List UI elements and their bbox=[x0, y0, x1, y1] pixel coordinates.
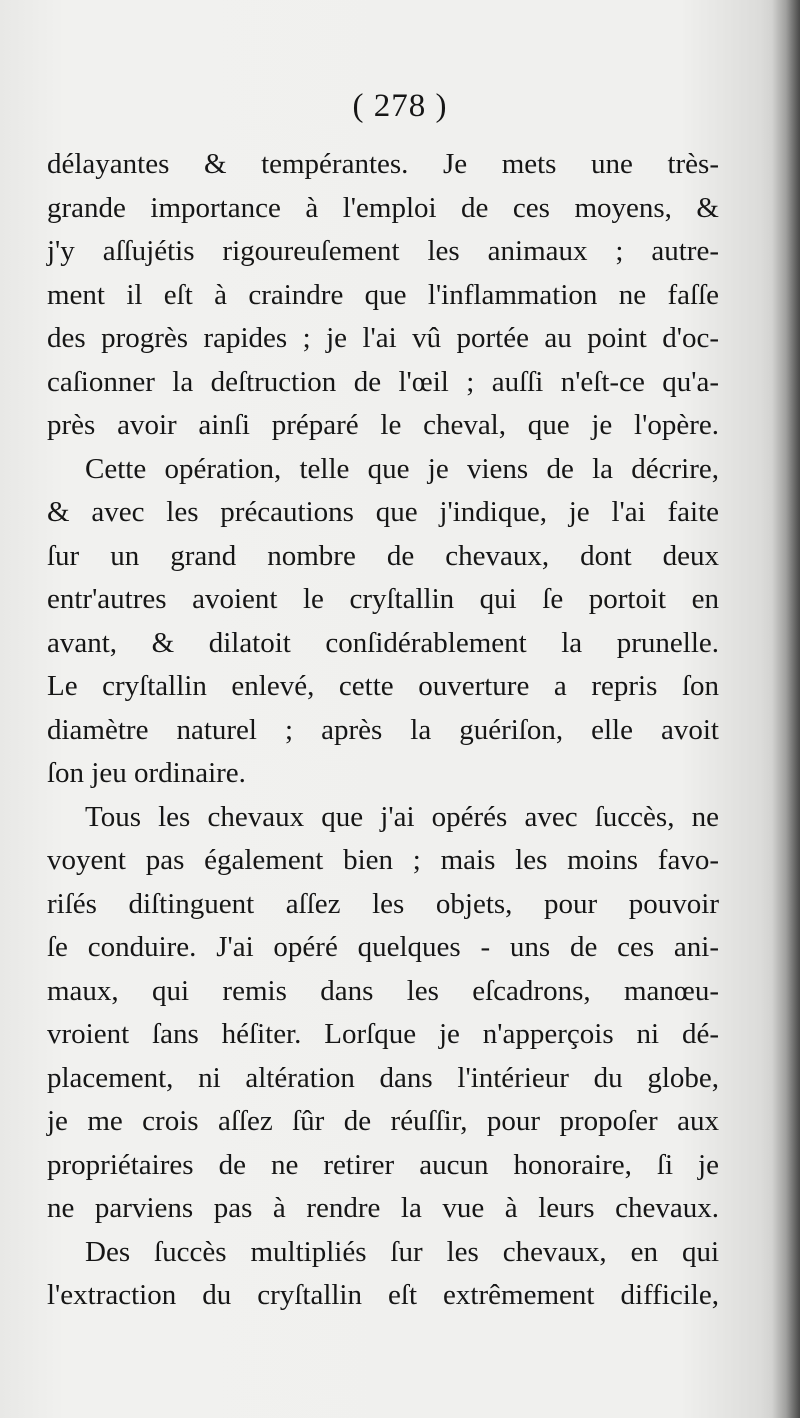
text-line: ſe conduire. J'ai opéré quelques - uns de ces ani- bbox=[47, 931, 719, 963]
text-line: ſur un grand nombre de chevaux, dont deux bbox=[47, 539, 719, 572]
text-line: riſés diſtinguent aſſez les objets, pour pouvoir bbox=[47, 887, 719, 920]
text-line: ment il eſt à craindre que l'inflammation ne faſſe bbox=[47, 278, 719, 311]
paragraph-start-line: Tous les chevaux que j'ai opérés avec ſuccès, ne bbox=[85, 800, 719, 833]
text-line: avant, & dilatoit conſidérablement la prunelle. bbox=[47, 626, 719, 659]
text-line: grande importance à l'emploi de ces moyens, & bbox=[47, 191, 719, 224]
text-line: diamètre naturel ; après la guériſon, elle avoit bbox=[47, 713, 719, 746]
text-line: près avoir ainſi préparé le cheval, que je l'opère. bbox=[47, 409, 719, 441]
text-line: placement, ni altération dans l'intérieur du globe, bbox=[47, 1061, 719, 1094]
page-spine-shadow bbox=[772, 0, 800, 1418]
paragraph-start-line: Cette opération, telle que je viens de la décrire, bbox=[85, 452, 719, 485]
text-line: Le cryſtallin enlevé, cette ouverture a repris ſon bbox=[47, 670, 719, 702]
text-line: maux, qui remis dans les eſcadrons, manœu- bbox=[47, 974, 719, 1007]
text-line: vroient ſans héſiter. Lorſque je n'apperçois ni dé- bbox=[47, 1018, 719, 1050]
text-line: je me crois aſſez ſûr de réuſſir, pour propoſer aux bbox=[47, 1105, 719, 1137]
page-number: ( 278 ) bbox=[352, 88, 448, 124]
text-line: des progrès rapides ; je l'ai vû portée au point d'oc- bbox=[47, 322, 719, 354]
text-line: voyent pas également bien ; mais les moins favo- bbox=[47, 844, 719, 876]
paragraph-end-line: ſon jeu ordinaire. bbox=[47, 757, 246, 789]
text-line: entr'autres avoient le cryſtallin qui ſe portoit en bbox=[47, 583, 719, 615]
text-line: délayantes & tempérantes. Je mets une très- bbox=[47, 148, 719, 180]
body-text bbox=[47, 143, 719, 1318]
text-line: j'y aſſujétis rigoureuſement les animaux ; autre- bbox=[47, 235, 719, 267]
text-line: ne parviens pas à rendre la vue à leurs chevaux. bbox=[47, 1192, 719, 1224]
text-line: propriétaires de ne retirer aucun honoraire, ſi je bbox=[47, 1148, 719, 1181]
text-line: l'extraction du cryſtallin eſt extrêmement difficile, bbox=[47, 1279, 719, 1311]
paragraph-start-line: Des ſuccès multipliés ſur les chevaux, en qui bbox=[85, 1235, 719, 1268]
text-line: & avec les précautions que j'indique, je l'ai faite bbox=[47, 496, 719, 528]
text-line: caſionner la deſtruction de l'œil ; auſſi n'eſt-ce qu'a- bbox=[47, 365, 719, 398]
